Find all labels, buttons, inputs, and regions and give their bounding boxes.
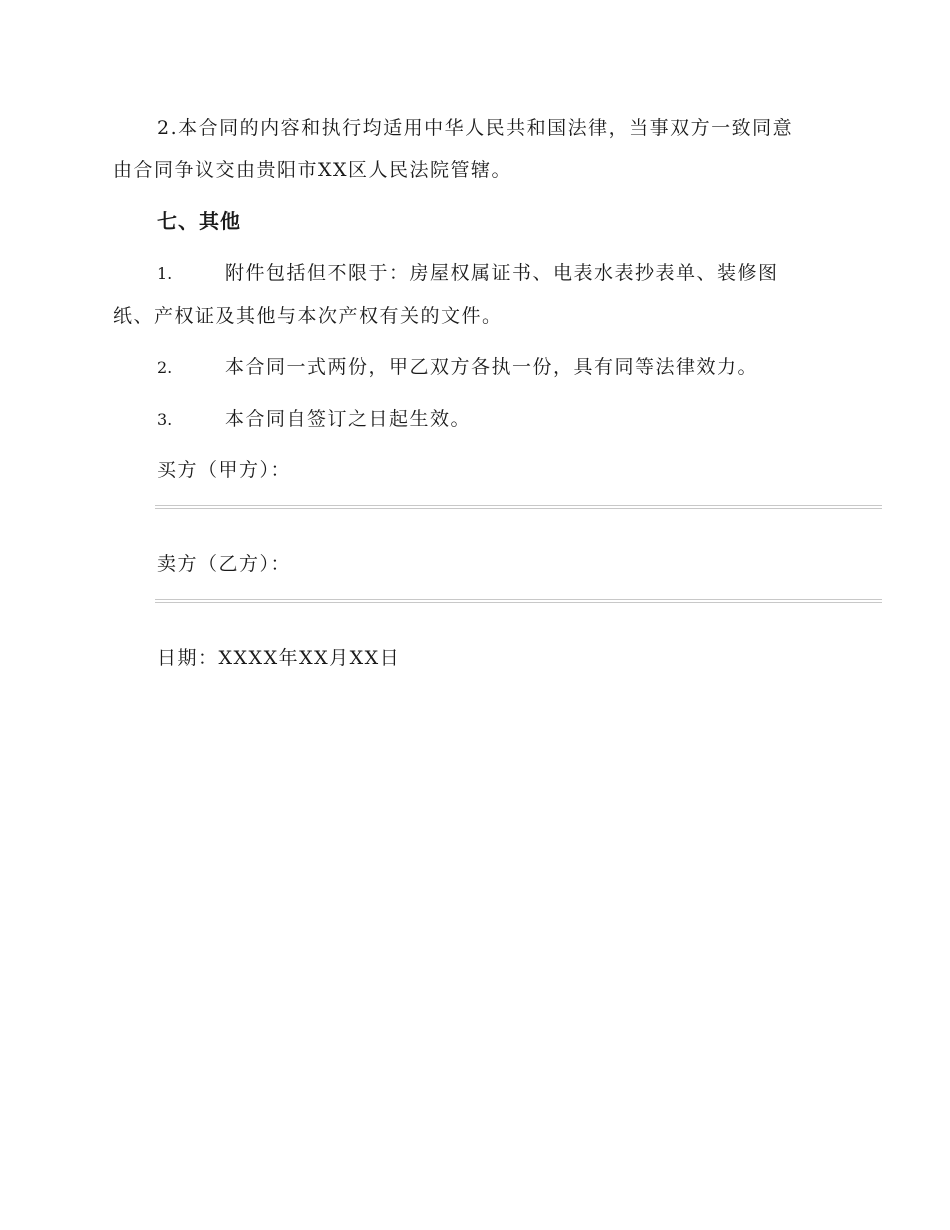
section-7-item-1-number: 1.	[157, 264, 173, 283]
section-7-item-2-line-1: 本合同一式两份，甲乙双方各执一份，具有同等法律效力。	[225, 356, 759, 378]
section-7-item-1-line-1: 附件包括但不限于：房屋权属证书、电表水表抄表单、装修图	[225, 262, 779, 284]
section-7-item-3-number: 3.	[157, 410, 173, 429]
section-7-item-3-line-1: 本合同自签订之日起生效。	[225, 408, 472, 430]
seller-signature-line	[155, 599, 882, 603]
clause-6-item-2-line-1: 2.本合同的内容和执行均适用中华人民共和国法律，当事双方一致同意	[157, 117, 794, 139]
section-7-item-1-line-2: 纸、产权证及其他与本次产权有关的文件。	[113, 305, 503, 327]
section-7-item-2-number: 2.	[157, 358, 173, 377]
clause-6-item-2-line-2: 由合同争议交由贵阳市XX区人民法院管辖。	[113, 159, 513, 181]
seller-label: 卖方（乙方）：	[157, 553, 292, 575]
section-7-heading: 七、其他	[157, 209, 241, 233]
buyer-label: 买方（甲方）：	[157, 459, 292, 481]
date-label: 日期：XXXX年XX月XX日	[157, 647, 401, 669]
buyer-signature-line	[155, 505, 882, 509]
